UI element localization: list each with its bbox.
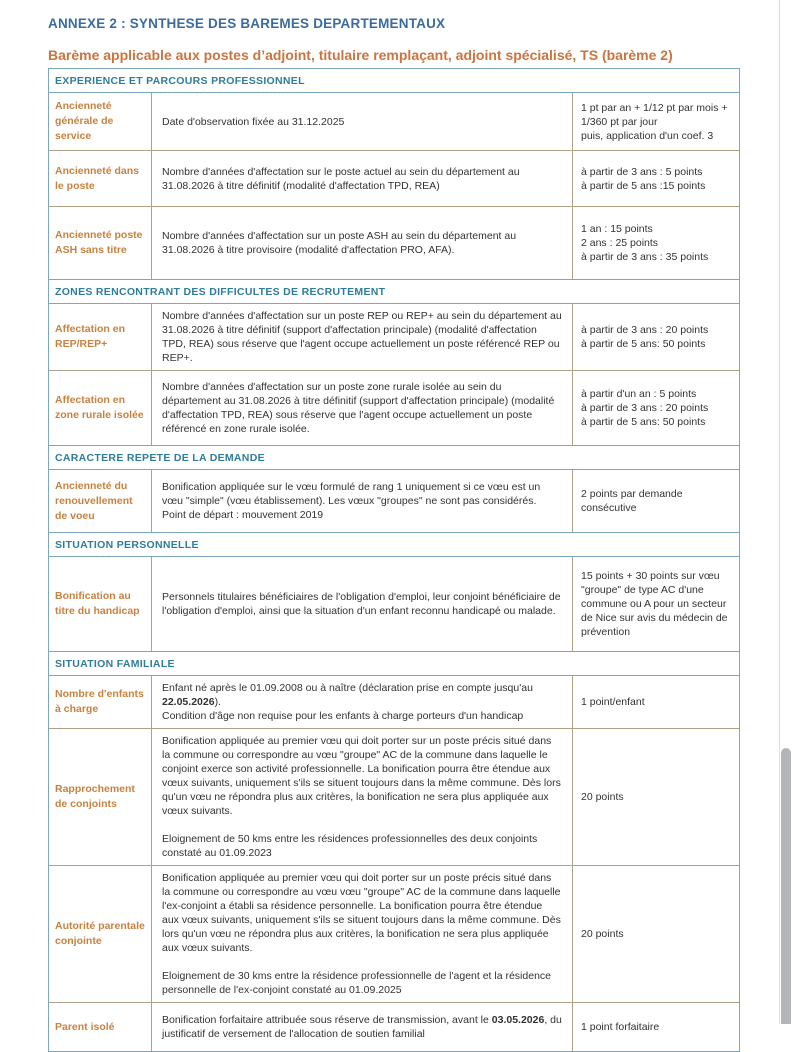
points-line: 20 points xyxy=(581,928,624,940)
row-description-cell xyxy=(152,557,573,651)
section-header-label: ZONES RENCONTRANT DES DIFFICULTES DE RECRUTEMENT xyxy=(55,286,386,298)
row-points-cell xyxy=(573,371,739,445)
points-line: 1 pt par an + 1/12 pt par mois + 1/360 pt par jour xyxy=(581,101,728,128)
row-label-cell xyxy=(49,371,152,445)
document-page xyxy=(48,16,740,1052)
description-segment: Bonification forfaitaire attribuée sous réserve de transmission, avant le xyxy=(162,1014,492,1026)
row-description-cell xyxy=(152,1003,573,1051)
points-line: 1 point forfaitaire xyxy=(581,1021,660,1033)
table-row xyxy=(49,304,739,370)
row-points-cell xyxy=(573,1003,739,1051)
row-label-cell xyxy=(49,866,152,1002)
row-label: Affectation en REP/REP+ xyxy=(55,323,126,350)
points-line: à partir d'un an : 5 points xyxy=(581,388,697,400)
points-line: 1 point/enfant xyxy=(581,696,645,708)
row-points-cell xyxy=(573,470,739,532)
description-paragraph xyxy=(162,955,562,969)
row-label-cell xyxy=(49,676,152,728)
section-header-label: EXPERIENCE ET PARCOURS PROFESSIONNEL xyxy=(55,75,305,87)
section-header-label: SITUATION FAMILIALE xyxy=(55,658,175,670)
points-line: 1 an : 15 points xyxy=(581,223,653,235)
table-row xyxy=(49,1002,739,1051)
table-row xyxy=(49,728,739,865)
row-label-cell xyxy=(49,207,152,279)
row-label: Bonification au titre du handicap xyxy=(55,590,140,617)
description-paragraph: Nombre d'années d'affectation sur un poste ASH au sein du département au 31.08.2026 à titre provisoire (modalité d'affectation PRO, AFA). xyxy=(162,230,517,256)
row-description-cell xyxy=(152,676,573,728)
description-paragraph: Bonification appliquée au premier vœu qui doit porter sur un poste précis situé dans la commune ou correspondre au vœu "groupe" AC de la commune dans laquelle le conjoint exerce son activité professionnelle. La bonification pourra être étendue aux vœux suivants, uniquement s'ils se situent toujours dans la même commune. Dès lors qu'un vœu ne répondra plus aux critères, la bonification ne sera plus appliquée aux vœux suivants. xyxy=(162,735,561,817)
points-line: à partir de 3 ans : 20 points xyxy=(581,324,709,336)
row-label: Ancienneté dans le poste xyxy=(55,164,140,192)
table-row xyxy=(49,557,739,651)
points-line: à partir de 3 ans : 5 points xyxy=(581,165,703,178)
points-line: 2 points par demande consécutive xyxy=(581,488,683,514)
scrollbar-track[interactable] xyxy=(779,0,780,1024)
row-description-cell xyxy=(152,866,573,1002)
description-paragraph: Bonification appliquée sur le vœu formulé de rang 1 uniquement si ce vœu est un vœu "simple" (vœu établissement). Les vœux "groupes" ne sont pas considérés. xyxy=(162,481,541,507)
description-segment: 22.05.2026 xyxy=(162,696,215,708)
row-description-cell xyxy=(152,93,573,150)
row-points-cell xyxy=(573,729,739,865)
section-header xyxy=(49,68,739,93)
row-label: Nombre d'enfants à charge xyxy=(55,688,144,715)
row-label-cell xyxy=(49,93,152,150)
section-header xyxy=(49,651,739,676)
bareme-table xyxy=(48,68,740,1052)
points-line: 15 points + 30 points sur vœu "groupe" de type AC d'une commune ou A pour un secteur de Nice sur avis du médecin de prévention xyxy=(581,570,728,638)
row-points-cell xyxy=(573,304,739,370)
row-label-cell xyxy=(49,557,152,651)
description-paragraph: Eloignement de 50 kms entre les résidences professionnelles des deux conjoints constaté au 01.09.2023 xyxy=(162,833,538,859)
row-label: Affectation en zone rurale isolée xyxy=(55,394,144,421)
page-subtitle: Barème applicable aux postes d’adjoint, titulaire remplaçant, adjoint spécialisé, TS (barème 2) xyxy=(48,47,673,63)
points-line: puis, application d'un coef. 3 xyxy=(581,129,714,142)
table-row xyxy=(49,150,739,206)
row-points-cell xyxy=(573,207,739,279)
points-line: à partir de 5 ans: 50 points xyxy=(581,416,706,428)
points-line: 20 points xyxy=(581,791,624,803)
row-description-cell xyxy=(152,470,573,532)
table-row xyxy=(49,370,739,445)
description-segment: Enfant né après le 01.09.2008 ou à naître (déclaration prise en compte jusqu'au xyxy=(162,682,533,694)
description-paragraph: Eloignement de 30 kms entre la résidence professionnelle de l'agent et la résidence personnelle de l'ex-conjoint constaté au 01.09.2025 xyxy=(162,970,551,996)
description-segment: , du justificatif de versement de l'allocation de soutien familial xyxy=(162,1014,562,1040)
description-segment: 03.05.2026 xyxy=(491,1014,545,1026)
description-paragraph: Date d'observation fixée au 31.12.2025 xyxy=(162,115,345,128)
row-label: Ancienneté du renouvellement de voeu xyxy=(55,479,133,522)
points-line: à partir de 3 ans : 35 points xyxy=(581,251,709,263)
table-row xyxy=(49,93,739,150)
table-row xyxy=(49,865,739,1002)
row-description-cell xyxy=(152,151,573,206)
row-description-cell xyxy=(152,304,573,370)
description-paragraph: Nombre d'années d'affectation sur un poste REP ou REP+ au sein du département au 31.08.2026 à titre définitif (support d'affectation principale) (modalité d'affectation TPD, REA) sous réserve que l'agent occupe actuellement un poste référencé REP ou REP+. xyxy=(162,310,562,364)
description-paragraph: Condition d'âge non requise pour les enfants à charge porteurs d'un handicap xyxy=(162,710,524,722)
row-points-cell xyxy=(573,866,739,1002)
row-label-cell xyxy=(49,304,152,370)
description-paragraph: Point de départ : mouvement 2019 xyxy=(162,509,324,521)
row-label-cell xyxy=(49,729,152,865)
description-paragraph: Nombre d'années d'affectation sur le poste actuel au sein du département au 31.08.2026 à titre définitif (modalité d'affectation TPD, REA) xyxy=(162,165,520,192)
row-points-cell xyxy=(573,676,739,728)
row-label: Ancienneté poste ASH sans titre xyxy=(55,229,143,256)
points-line: 2 ans : 25 points xyxy=(581,237,659,249)
section-header xyxy=(49,279,739,304)
row-description-cell xyxy=(152,729,573,865)
row-label: Ancienneté générale de service xyxy=(55,100,114,142)
page-title: ANNEXE 2 : SYNTHESE DES BAREMES DEPARTEMENTAUX xyxy=(48,16,446,31)
row-points-cell xyxy=(573,151,739,206)
row-points-cell xyxy=(573,557,739,651)
row-label-cell xyxy=(49,151,152,206)
points-line: à partir de 5 ans :15 points xyxy=(581,179,706,192)
row-points-cell xyxy=(573,93,739,150)
table-row xyxy=(49,470,739,532)
description-paragraph xyxy=(162,1013,562,1041)
row-label: Parent isolé xyxy=(55,1020,115,1033)
scrollbar-thumb[interactable] xyxy=(781,748,791,1024)
row-description-cell xyxy=(152,371,573,445)
description-paragraph: Bonification appliquée au premier vœu qui doit porter sur un poste précis situé dans la commune ou correspondre au vœu vœu "groupe" AC de la commune dans laquelle l'ex-conjoint a établi sa résidence personnelle. La bonification pourra être étendue aux vœux suivants, uniquement s'ils se situent toujours dans la même commune. Dès lors qu'un vœu ne répondra plus aux critères, la bonification ne sera plus appliquée aux vœux suivants. xyxy=(162,872,561,954)
table-row xyxy=(49,676,739,728)
description-paragraph xyxy=(162,818,562,832)
points-line: à partir de 3 ans : 20 points xyxy=(581,402,709,414)
description-paragraph xyxy=(162,681,562,709)
section-header xyxy=(49,445,739,470)
description-paragraph: Nombre d'années d'affectation sur un poste zone rurale isolée au sein du département au 31.08.2026 à titre définitif (support d'affectation principale) (modalité d'affectation TPD, REA) sous réserve que l'agent occupe actuellement un poste référencé en zone rurale isolée. xyxy=(162,381,555,435)
row-label-cell xyxy=(49,1003,152,1051)
table-row xyxy=(49,206,739,279)
section-header xyxy=(49,532,739,557)
row-label: Autorité parentale conjointe xyxy=(55,920,145,947)
description-segment: ). xyxy=(214,696,221,708)
row-description-cell xyxy=(152,207,573,279)
row-label-cell xyxy=(49,470,152,532)
description-paragraph: Personnels titulaires bénéficiaires de l'obligation d'emploi, leur conjoint bénéficiaire de l'obligation d'emploi, ainsi que la situation d'un enfant reconnu handicapé ou malade. xyxy=(162,591,561,617)
row-label: Rapprochement de conjoints xyxy=(55,783,135,810)
section-header-label: CARACTERE REPETE DE LA DEMANDE xyxy=(55,452,265,464)
points-line: à partir de 5 ans: 50 points xyxy=(581,338,706,350)
section-header-label: SITUATION PERSONNELLE xyxy=(55,539,199,551)
